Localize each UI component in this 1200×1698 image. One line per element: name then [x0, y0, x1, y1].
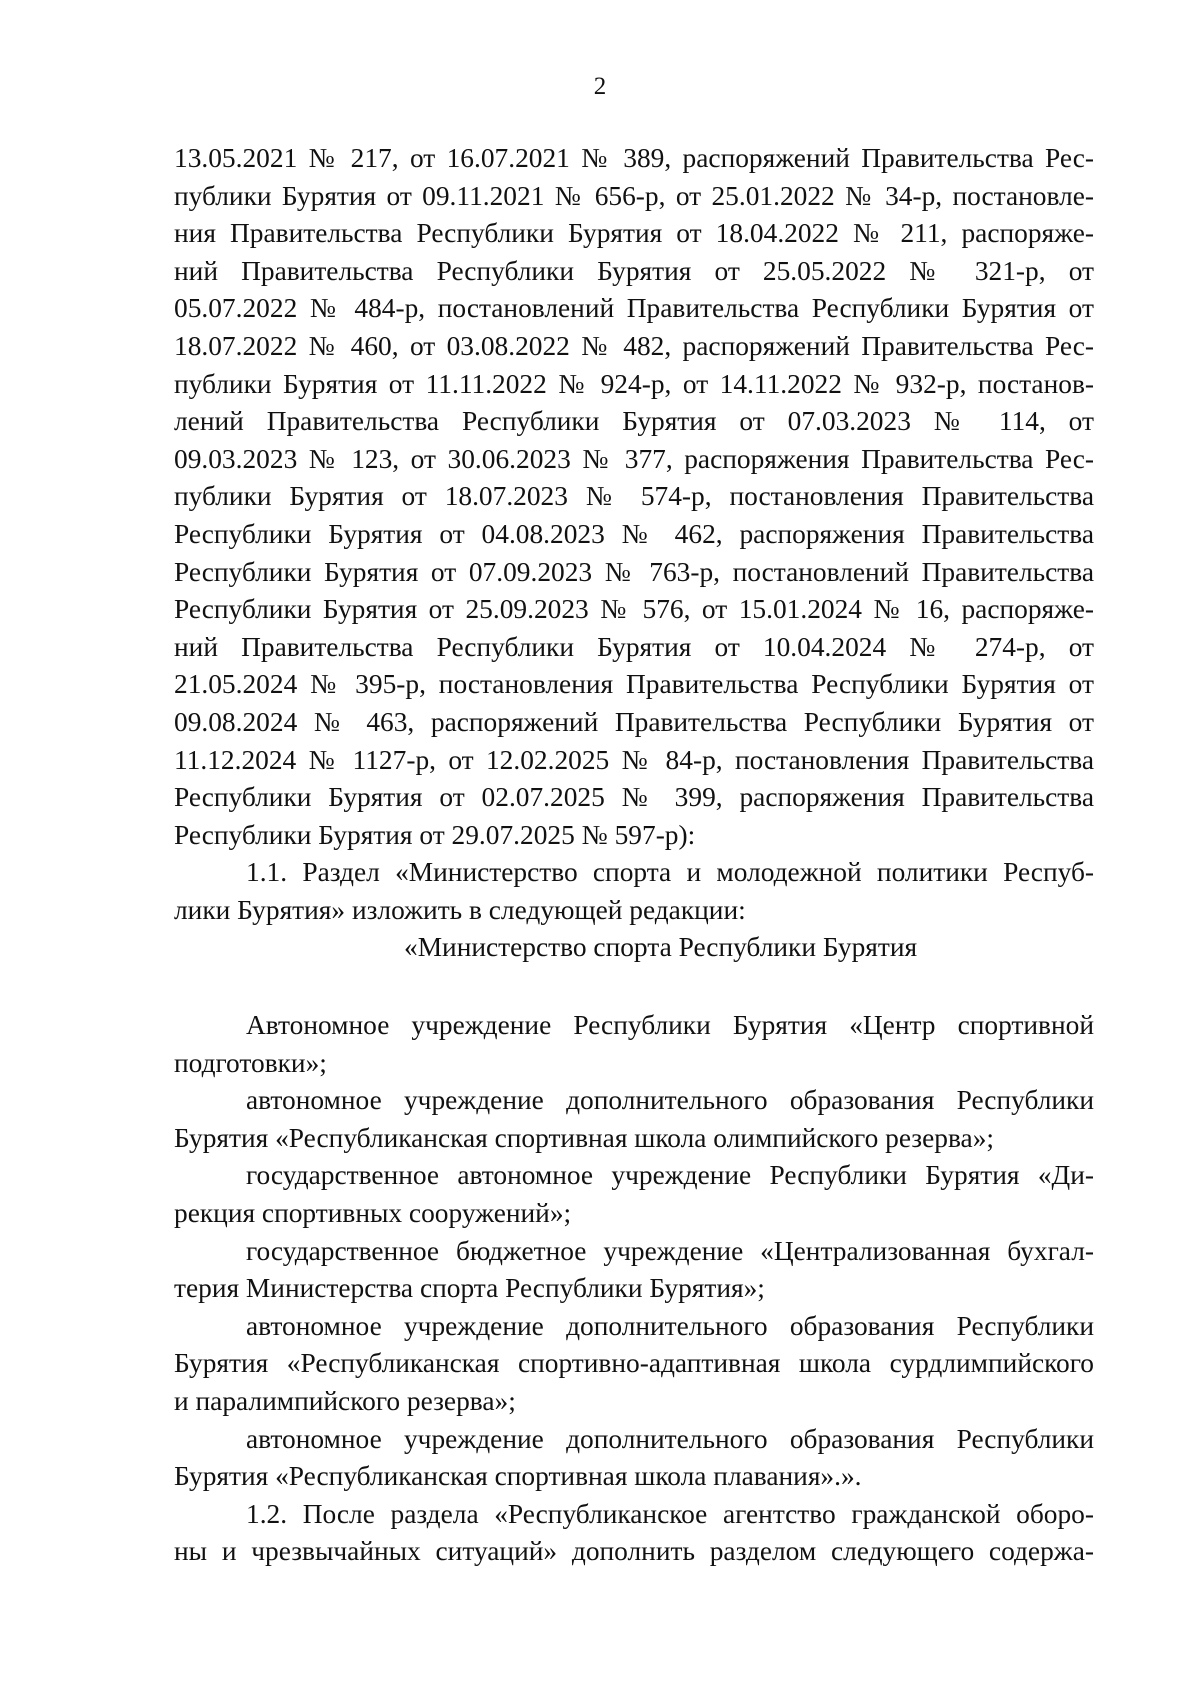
text-line: автономное учреждение дополнительного образования Республики: [246, 1310, 1094, 1341]
list-item: [174, 1157, 1094, 1232]
text-line: Бурятия «Республиканская спортивно-адаптивная школа сурдлимпийского: [174, 1348, 1094, 1379]
text-line: 05.07.2022 № 484-р, постановлений Правительства Республики Бурятия от: [174, 293, 1094, 324]
text-line: публики Бурятия от 09.11.2021 № 656-р, от 25.01.2022 № 34-р, постановле-: [174, 180, 1094, 211]
text-line: автономное учреждение дополнительного образования Республики: [246, 1085, 1094, 1116]
text-line: публики Бурятия от 18.07.2023 № 574-р, постановления Правительства: [174, 481, 1094, 512]
clause-1-1: [174, 854, 1094, 929]
text-line: Республики Бурятия от 07.09.2023 № 763-р, постановлений Правительства: [174, 556, 1094, 587]
section-heading: «Министерство спорта Республики Бурятия: [404, 932, 918, 963]
text-line: ний Правительства Республики Бурятия от 25.05.2022 № 321-р, от: [174, 255, 1094, 286]
text-line: терия Министерства спорта Республики Бурятия»;: [174, 1273, 765, 1304]
text-line: Республики Бурятия от 02.07.2025 № 399, распоряжения Правительства: [174, 782, 1094, 813]
text-line: 1.2. После раздела «Республиканское агентство гражданской оборо-: [246, 1498, 1094, 1529]
text-line: Бурятия «Республиканская спортивная школа олимпийского резерва»;: [174, 1122, 995, 1153]
list-item: [174, 1308, 1094, 1421]
text-line: Республики Бурятия от 25.09.2023 № 576, от 15.01.2024 № 16, распоряже-: [174, 594, 1094, 625]
list-item: [174, 1421, 1094, 1496]
text-line: 1.1. Раздел «Министерство спорта и молодежной политики Респуб-: [246, 857, 1094, 888]
document-body: [174, 140, 1094, 1571]
text-line: Автономное учреждение Республики Бурятия «Центр спортивной: [246, 1010, 1094, 1041]
text-line: публики Бурятия от 11.11.2022 № 924-р, от 14.11.2022 № 932-р, постанов-: [174, 368, 1094, 399]
text-line: Республики Бурятия от 29.07.2025 № 597-р):: [174, 819, 696, 850]
text-line: 09.03.2023 № 123, от 30.06.2023 № 377, распоряжения Правительства Рес-: [174, 443, 1094, 474]
text-line: лики Бурятия» изложить в следующей редакции:: [174, 894, 746, 925]
text-line: автономное учреждение дополнительного образования Республики: [246, 1423, 1094, 1454]
text-line: ний Правительства Республики Бурятия от 10.04.2024 № 274-р, от: [174, 631, 1094, 662]
text-line: ны и чрезвычайных ситуаций» дополнить разделом следующего содержа-: [174, 1536, 1094, 1567]
text-line: ния Правительства Республики Бурятия от 18.04.2022 № 211, распоряже-: [174, 218, 1094, 249]
text-line: лений Правительства Республики Бурятия от 07.03.2023 № 114, от: [174, 406, 1094, 437]
text-line: государственное бюджетное учреждение «Централизованная бухгал-: [246, 1235, 1094, 1266]
text-line: 13.05.2021 № 217, от 16.07.2021 № 389, распоряжений Правительства Рес-: [174, 143, 1094, 173]
blank-spacer: [174, 967, 1094, 1007]
text-line: и паралимпийского резерва»;: [174, 1386, 516, 1416]
text-line: подготовки»;: [174, 1047, 327, 1078]
text-line: 09.08.2024 № 463, распоряжений Правительства Республики Бурятия от: [174, 706, 1094, 737]
text-line: рекция спортивных сооружений»;: [174, 1198, 572, 1229]
text-line: Бурятия «Республиканская спортивная школа плавания».».: [174, 1461, 862, 1492]
page-number: 2: [593, 73, 607, 100]
list-item: [174, 1233, 1094, 1308]
preamble-paragraph: [174, 140, 1094, 854]
clause-1-2: [174, 1496, 1094, 1571]
text-line: 11.12.2024 № 1127-р, от 12.02.2025 № 84-р, постановления Правительства: [174, 744, 1094, 775]
text-line: государственное автономное учреждение Республики Бурятия «Ди-: [246, 1160, 1094, 1191]
text-line: 18.07.2022 № 460, от 03.08.2022 № 482, распоряжений Правительства Рес-: [174, 330, 1094, 361]
institutions-list: [174, 1007, 1094, 1496]
list-item: [174, 1007, 1094, 1082]
text-line: 21.05.2024 № 395-р, постановления Правительства Республики Бурятия от: [174, 669, 1094, 700]
text-line: Республики Бурятия от 04.08.2023 № 462, распоряжения Правительства: [174, 518, 1094, 549]
list-item: [174, 1082, 1094, 1157]
